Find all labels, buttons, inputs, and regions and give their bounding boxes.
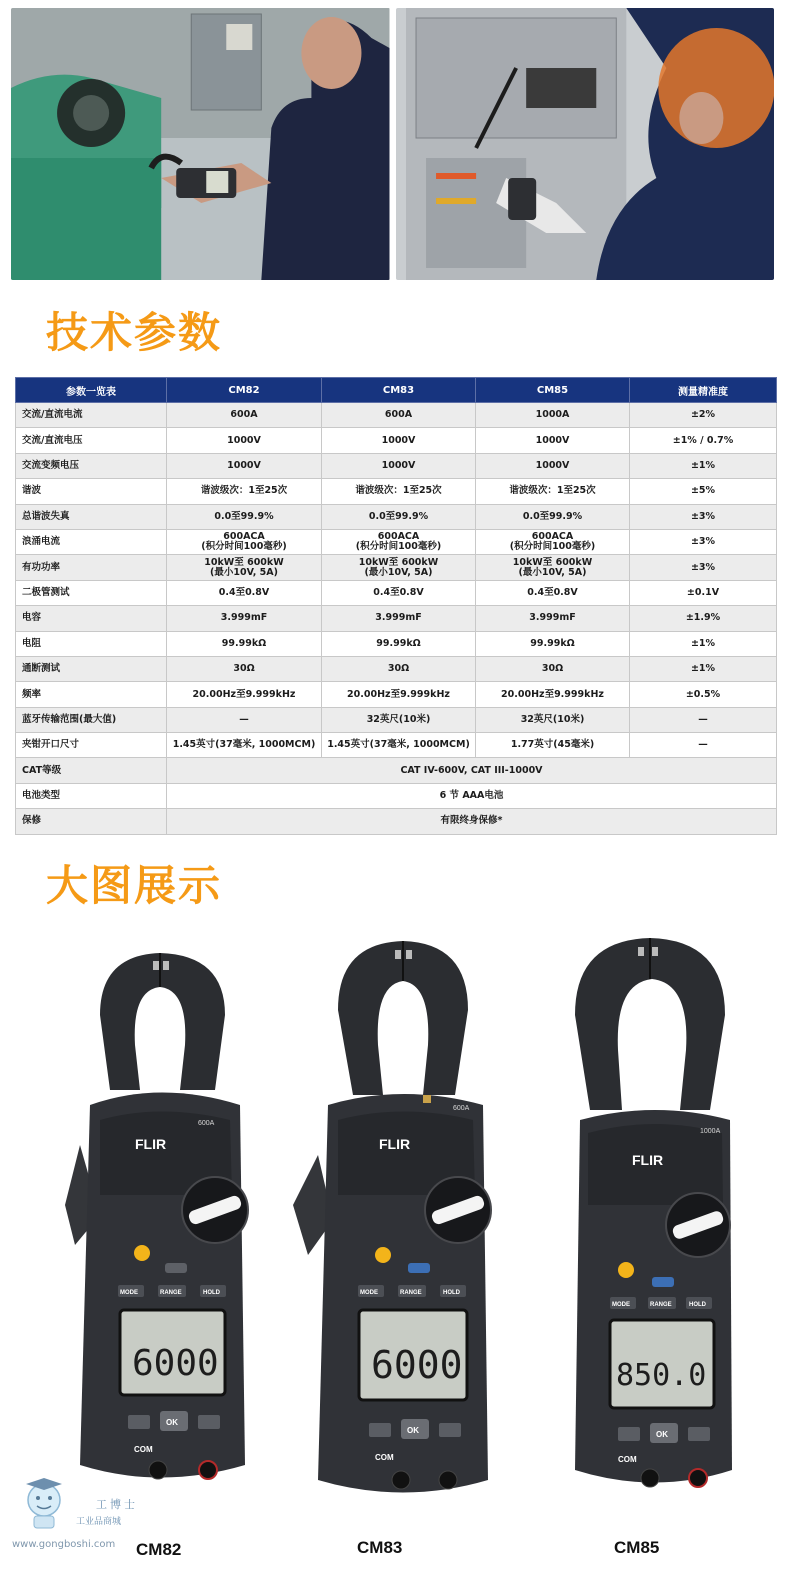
product-image-cm83 xyxy=(283,935,498,1510)
row-label: CAT等级 xyxy=(16,758,167,783)
cell-cm85: 0.0至99.9% xyxy=(476,504,630,529)
jaw-rating: 600A xyxy=(453,1105,470,1112)
cell-cm85 xyxy=(476,529,630,554)
cell-cm82: 3.999mF xyxy=(167,606,322,631)
watermark-title: 工博士 xyxy=(96,1498,138,1511)
header-param: 参数一览表 xyxy=(16,378,167,403)
cell-accuracy: ±3% xyxy=(630,529,777,554)
cell-cm83 xyxy=(322,555,476,580)
brand-logo: FLIR xyxy=(632,1152,664,1168)
clamp-meter-cm85 xyxy=(560,935,740,1500)
table-row xyxy=(16,606,777,631)
cell-line: (积分时间100毫秒) xyxy=(355,541,442,553)
cell-line: 10kW至 600kW xyxy=(358,556,439,568)
row-label: 交流/直流电流 xyxy=(16,403,167,428)
cell-cm83: 30Ω xyxy=(322,656,476,681)
cell-cm85: 3.999mF xyxy=(476,606,630,631)
brand-logo: FLIR xyxy=(379,1136,411,1152)
table-row xyxy=(16,403,777,428)
mode-button-label: MODE xyxy=(120,1290,138,1296)
cell-merged: 6 节 AAA电池 xyxy=(167,783,777,808)
cell-cm82: 0.4至0.8V xyxy=(167,580,322,605)
cell-cm83: 3.999mF xyxy=(322,606,476,631)
row-label: 通断测试 xyxy=(16,656,167,681)
row-label: 谐波 xyxy=(16,479,167,504)
row-label: 保修 xyxy=(16,809,167,834)
cell-line: (最小10V, 5A) xyxy=(210,566,278,578)
cell-merged: 有限终身保修* xyxy=(167,809,777,834)
cell-cm82: 1000V xyxy=(167,428,322,453)
model-label-cm85: CM85 xyxy=(614,1538,660,1557)
cell-accuracy: — xyxy=(630,733,777,758)
table-row xyxy=(16,580,777,605)
cell-cm82: 20.00Hz至9.999kHz xyxy=(167,682,322,707)
cell-cm85: 30Ω xyxy=(476,656,630,681)
range-button-label: RANGE xyxy=(160,1290,182,1296)
range-button-label: RANGE xyxy=(650,1302,672,1308)
cell-line: 10kW至 600kW xyxy=(512,556,593,568)
mascot-logo-icon xyxy=(20,1478,68,1530)
cell-cm83: 0.0至99.9% xyxy=(322,504,476,529)
table-row xyxy=(16,453,777,478)
cell-cm82: 30Ω xyxy=(167,656,322,681)
cell-cm83: 600A xyxy=(322,403,476,428)
cell-cm82 xyxy=(167,555,322,580)
cell-cm83: 1000V xyxy=(322,453,476,478)
table-row xyxy=(16,707,777,732)
jaw-rating: 1000A xyxy=(700,1128,721,1135)
row-label: 二极管测试 xyxy=(16,580,167,605)
header-cm82: CM82 xyxy=(167,378,322,403)
cell-cm83: 1.45英寸(37毫米, 1000MCM) xyxy=(322,733,476,758)
cell-merged: CAT IV-600V, CAT III-1000V xyxy=(167,758,777,783)
cell-accuracy: ±3% xyxy=(630,555,777,580)
cell-line: (积分时间100毫秒) xyxy=(201,541,287,553)
watermark-subtitle: 工业品商城 xyxy=(76,1517,122,1527)
cell-cm85: 1000V xyxy=(476,428,630,453)
com-label: COM xyxy=(375,1453,394,1462)
cell-accuracy: ±0.1V xyxy=(630,580,777,605)
range-button-label: RANGE xyxy=(400,1290,422,1296)
model-label-cm82: CM82 xyxy=(136,1540,182,1559)
cell-cm85: 1000A xyxy=(476,403,630,428)
table-header-row xyxy=(16,378,777,403)
ok-button-label: OK xyxy=(166,1418,178,1427)
cell-accuracy: ±1% xyxy=(630,453,777,478)
row-label: 交流/直流电压 xyxy=(16,428,167,453)
com-label: COM xyxy=(134,1445,153,1454)
cell-line: 10kW至 600kW xyxy=(204,556,284,568)
cell-cm82: 99.99kΩ xyxy=(167,631,322,656)
table-row xyxy=(16,631,777,656)
table-row xyxy=(16,529,777,554)
hold-button-label: HOLD xyxy=(689,1302,706,1308)
row-label: 交流变频电压 xyxy=(16,453,167,478)
cell-cm85 xyxy=(476,555,630,580)
cell-cm82: 1000V xyxy=(167,453,322,478)
row-label: 电容 xyxy=(16,606,167,631)
cell-cm85: 99.99kΩ xyxy=(476,631,630,656)
row-label: 夹钳开口尺寸 xyxy=(16,733,167,758)
row-label: 电池类型 xyxy=(16,783,167,808)
com-label: COM xyxy=(618,1455,637,1464)
row-label: 有功功率 xyxy=(16,555,167,580)
cell-line: 600ACA xyxy=(223,531,265,543)
header-cm83: CM83 xyxy=(322,378,476,403)
gallery-section-title: 大图展示 xyxy=(46,861,223,910)
table-row xyxy=(16,555,777,580)
row-label: 总谐波失真 xyxy=(16,504,167,529)
table-row xyxy=(16,783,777,808)
product-image-cm82 xyxy=(60,945,260,1500)
header-accuracy: 测量精准度 xyxy=(630,378,777,403)
photo-hvac-technician xyxy=(11,8,390,280)
header-cm85: CM85 xyxy=(476,378,630,403)
site-watermark xyxy=(12,1478,148,1558)
cell-accuracy: ±1% xyxy=(630,656,777,681)
cell-accuracy: ±1% / 0.7% xyxy=(630,428,777,453)
cell-accuracy: ±0.5% xyxy=(630,682,777,707)
table-row xyxy=(16,758,777,783)
cell-accuracy: ±1.9% xyxy=(630,606,777,631)
cell-accuracy: ±5% xyxy=(630,479,777,504)
hold-button-label: HOLD xyxy=(443,1290,460,1296)
clamp-meter-cm83 xyxy=(283,935,498,1510)
lcd-reading: 6000 xyxy=(371,1343,463,1387)
cell-cm83: 1000V xyxy=(322,428,476,453)
ok-button-label: OK xyxy=(407,1426,419,1435)
watermark-url: www.gongboshi.com xyxy=(12,1539,116,1550)
cell-cm83: 99.99kΩ xyxy=(322,631,476,656)
cell-accuracy: ±3% xyxy=(630,504,777,529)
cell-cm83 xyxy=(322,529,476,554)
cell-cm82 xyxy=(167,529,322,554)
lcd-reading: 6000 xyxy=(132,1343,219,1384)
product-image-cm85 xyxy=(560,935,740,1500)
cell-cm83: 20.00Hz至9.999kHz xyxy=(322,682,476,707)
spec-table xyxy=(15,377,777,835)
cell-cm82: 0.0至99.9% xyxy=(167,504,322,529)
row-label: 浪涌电流 xyxy=(16,529,167,554)
clamp-meter-cm82 xyxy=(60,945,260,1500)
cell-accuracy: — xyxy=(630,707,777,732)
mode-button-label: MODE xyxy=(612,1302,630,1308)
usage-photos xyxy=(11,8,774,280)
table-row xyxy=(16,733,777,758)
lcd-reading: 850.0 xyxy=(616,1358,707,1393)
cell-line: (积分时间100毫秒) xyxy=(509,541,596,553)
row-label: 频率 xyxy=(16,682,167,707)
table-row xyxy=(16,682,777,707)
cell-cm85: 1.77英寸(45毫米) xyxy=(476,733,630,758)
cell-accuracy: ±2% xyxy=(630,403,777,428)
hold-button-label: HOLD xyxy=(203,1290,220,1296)
table-row xyxy=(16,809,777,834)
cell-cm85: 1000V xyxy=(476,453,630,478)
cell-cm85: 20.00Hz至9.999kHz xyxy=(476,682,630,707)
row-label: 电阻 xyxy=(16,631,167,656)
cell-cm83: 0.4至0.8V xyxy=(322,580,476,605)
table-row xyxy=(16,479,777,504)
table-row xyxy=(16,428,777,453)
mode-button-label: MODE xyxy=(360,1290,378,1296)
ok-button-label: OK xyxy=(656,1430,668,1439)
cell-line: 600ACA xyxy=(377,531,420,543)
cell-cm85: 0.4至0.8V xyxy=(476,580,630,605)
cell-cm82: — xyxy=(167,707,322,732)
row-label: 蓝牙传输范围(最大值) xyxy=(16,707,167,732)
cell-line: (最小10V, 5A) xyxy=(518,566,587,578)
cell-cm82: 1.45英寸(37毫米, 1000MCM) xyxy=(167,733,322,758)
table-row xyxy=(16,504,777,529)
cell-cm83: 谐波级次：1至25次 xyxy=(322,479,476,504)
cell-cm85: 32英尺(10米) xyxy=(476,707,630,732)
cell-accuracy: ±1% xyxy=(630,631,777,656)
brand-logo: FLIR xyxy=(135,1136,167,1152)
cell-cm82: 600A xyxy=(167,403,322,428)
cell-line: 600ACA xyxy=(531,531,574,543)
cell-line: (最小10V, 5A) xyxy=(364,566,433,578)
photo-panel-technician xyxy=(396,8,775,280)
specs-section-title: 技术参数 xyxy=(46,308,223,357)
cell-cm82: 谐波级次：1至25次 xyxy=(167,479,322,504)
table-row xyxy=(16,656,777,681)
model-label-cm83: CM83 xyxy=(357,1538,403,1557)
jaw-rating: 600A xyxy=(198,1120,215,1127)
cell-cm83: 32英尺(10米) xyxy=(322,707,476,732)
cell-cm85: 谐波级次：1至25次 xyxy=(476,479,630,504)
